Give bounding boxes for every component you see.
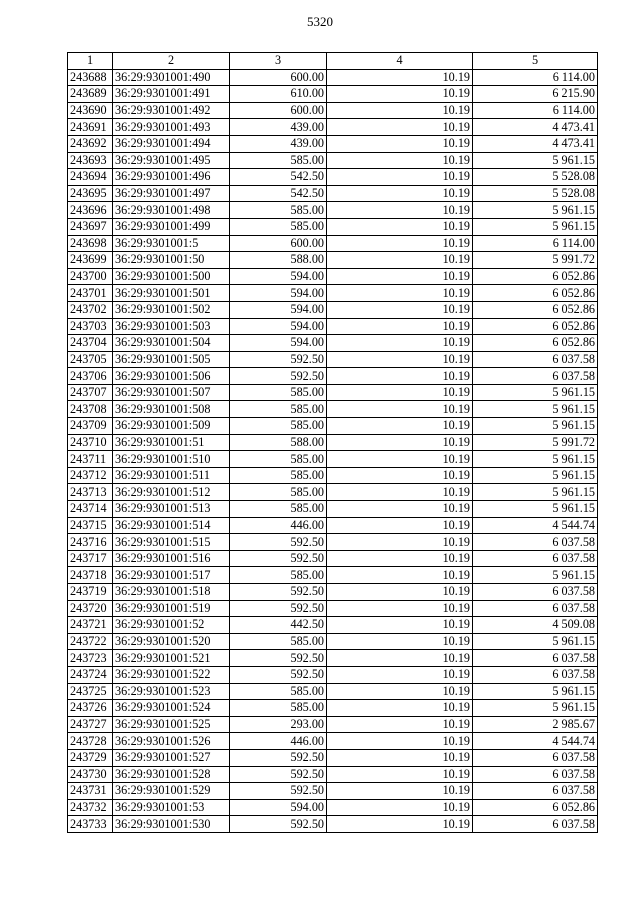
amount-value: 6 052.86 [473, 301, 598, 318]
row-number: 243727 [68, 716, 113, 733]
cadastral-number: 36:29:9301001:496 [113, 169, 230, 186]
column-header-5: 5 [473, 53, 598, 70]
amount-value: 5 961.15 [473, 401, 598, 418]
area-value: 585.00 [230, 567, 327, 584]
cadastral-number: 36:29:9301001:519 [113, 600, 230, 617]
amount-value: 6 052.86 [473, 285, 598, 302]
area-value: 592.50 [230, 666, 327, 683]
row-number: 243695 [68, 185, 113, 202]
area-value: 585.00 [230, 501, 327, 518]
amount-value: 6 215.90 [473, 86, 598, 103]
cadastral-number: 36:29:9301001:530 [113, 816, 230, 833]
rate-value: 10.19 [327, 318, 473, 335]
area-value: 610.00 [230, 86, 327, 103]
rate-value: 10.19 [327, 683, 473, 700]
table-row [68, 617, 598, 634]
area-value: 446.00 [230, 517, 327, 534]
amount-value: 5 528.08 [473, 169, 598, 186]
area-value: 585.00 [230, 633, 327, 650]
row-number: 243709 [68, 418, 113, 435]
table-row [68, 135, 598, 152]
rate-value: 10.19 [327, 716, 473, 733]
area-value: 592.50 [230, 600, 327, 617]
column-header-2: 2 [113, 53, 230, 70]
table-row [68, 268, 598, 285]
row-number: 243729 [68, 749, 113, 766]
area-value: 600.00 [230, 69, 327, 86]
area-value: 592.50 [230, 368, 327, 385]
rate-value: 10.19 [327, 102, 473, 119]
area-value: 585.00 [230, 451, 327, 468]
area-value: 585.00 [230, 401, 327, 418]
amount-value: 4 544.74 [473, 733, 598, 750]
area-value: 594.00 [230, 285, 327, 302]
rate-value: 10.19 [327, 700, 473, 717]
area-value: 585.00 [230, 683, 327, 700]
row-number: 243699 [68, 252, 113, 269]
area-value: 594.00 [230, 799, 327, 816]
column-header-4: 4 [327, 53, 473, 70]
area-value: 585.00 [230, 418, 327, 435]
table-body [68, 69, 598, 832]
area-value: 585.00 [230, 484, 327, 501]
amount-value: 6 037.58 [473, 650, 598, 667]
area-value: 585.00 [230, 467, 327, 484]
amount-value: 5 961.15 [473, 567, 598, 584]
row-number: 243718 [68, 567, 113, 584]
area-value: 594.00 [230, 318, 327, 335]
table-row [68, 749, 598, 766]
row-number: 243693 [68, 152, 113, 169]
rate-value: 10.19 [327, 484, 473, 501]
area-value: 594.00 [230, 301, 327, 318]
table-row [68, 683, 598, 700]
row-number: 243697 [68, 218, 113, 235]
area-value: 542.50 [230, 185, 327, 202]
area-value: 592.50 [230, 584, 327, 601]
amount-value: 4 544.74 [473, 517, 598, 534]
row-number: 243702 [68, 301, 113, 318]
row-number: 243701 [68, 285, 113, 302]
rate-value: 10.19 [327, 501, 473, 518]
amount-value: 6 052.86 [473, 799, 598, 816]
row-number: 243696 [68, 202, 113, 219]
rate-value: 10.19 [327, 169, 473, 186]
cadastral-number: 36:29:9301001:5 [113, 235, 230, 252]
rate-value: 10.19 [327, 749, 473, 766]
table-header-row [68, 53, 598, 70]
row-number: 243692 [68, 135, 113, 152]
cadastral-number: 36:29:9301001:526 [113, 733, 230, 750]
amount-value: 4 509.08 [473, 617, 598, 634]
cadastral-number: 36:29:9301001:525 [113, 716, 230, 733]
amount-value: 5 991.72 [473, 252, 598, 269]
rate-value: 10.19 [327, 335, 473, 352]
cadastral-number: 36:29:9301001:490 [113, 69, 230, 86]
cadastral-number: 36:29:9301001:513 [113, 501, 230, 518]
amount-value: 4 473.41 [473, 119, 598, 136]
table-row [68, 799, 598, 816]
cadastral-number: 36:29:9301001:517 [113, 567, 230, 584]
rate-value: 10.19 [327, 285, 473, 302]
table-row [68, 700, 598, 717]
table-row [68, 285, 598, 302]
rate-value: 10.19 [327, 185, 473, 202]
rate-value: 10.19 [327, 268, 473, 285]
table-row [68, 716, 598, 733]
amount-value: 6 052.86 [473, 318, 598, 335]
table-row [68, 69, 598, 86]
amount-value: 2 985.67 [473, 716, 598, 733]
area-value: 585.00 [230, 152, 327, 169]
cadastral-number: 36:29:9301001:50 [113, 252, 230, 269]
area-value: 585.00 [230, 700, 327, 717]
amount-value: 5 961.15 [473, 700, 598, 717]
row-number: 243705 [68, 351, 113, 368]
amount-value: 6 037.58 [473, 766, 598, 783]
area-value: 592.50 [230, 766, 327, 783]
row-number: 243728 [68, 733, 113, 750]
table-row [68, 451, 598, 468]
row-number: 243723 [68, 650, 113, 667]
table-row [68, 384, 598, 401]
cadastral-number: 36:29:9301001:512 [113, 484, 230, 501]
area-value: 592.50 [230, 534, 327, 551]
cadastral-number: 36:29:9301001:53 [113, 799, 230, 816]
rate-value: 10.19 [327, 69, 473, 86]
table-row [68, 301, 598, 318]
table-row [68, 733, 598, 750]
row-number: 243707 [68, 384, 113, 401]
cadastral-number: 36:29:9301001:491 [113, 86, 230, 103]
amount-value: 6 037.58 [473, 351, 598, 368]
row-number: 243691 [68, 119, 113, 136]
cadastral-number: 36:29:9301001:515 [113, 534, 230, 551]
row-number: 243724 [68, 666, 113, 683]
area-value: 446.00 [230, 733, 327, 750]
row-number: 243715 [68, 517, 113, 534]
table-row [68, 467, 598, 484]
row-number: 243722 [68, 633, 113, 650]
rate-value: 10.19 [327, 766, 473, 783]
amount-value: 6 037.58 [473, 368, 598, 385]
area-value: 594.00 [230, 268, 327, 285]
cadastral-number: 36:29:9301001:508 [113, 401, 230, 418]
area-value: 542.50 [230, 169, 327, 186]
row-number: 243706 [68, 368, 113, 385]
amount-value: 5 528.08 [473, 185, 598, 202]
rate-value: 10.19 [327, 434, 473, 451]
row-number: 243689 [68, 86, 113, 103]
rate-value: 10.19 [327, 384, 473, 401]
row-number: 243730 [68, 766, 113, 783]
row-number: 243700 [68, 268, 113, 285]
area-value: 600.00 [230, 102, 327, 119]
rate-value: 10.19 [327, 783, 473, 800]
area-value: 585.00 [230, 384, 327, 401]
table-row [68, 318, 598, 335]
rate-value: 10.19 [327, 666, 473, 683]
table-row [68, 600, 598, 617]
table-row [68, 351, 598, 368]
amount-value: 5 961.15 [473, 384, 598, 401]
cadastral-number: 36:29:9301001:507 [113, 384, 230, 401]
row-number: 243710 [68, 434, 113, 451]
area-value: 592.50 [230, 351, 327, 368]
amount-value: 6 037.58 [473, 666, 598, 683]
cadastral-number: 36:29:9301001:509 [113, 418, 230, 435]
cadastral-number: 36:29:9301001:520 [113, 633, 230, 650]
row-number: 243704 [68, 335, 113, 352]
row-number: 243694 [68, 169, 113, 186]
area-value: 592.50 [230, 650, 327, 667]
row-number: 243717 [68, 550, 113, 567]
table-row [68, 218, 598, 235]
table-row [68, 816, 598, 833]
cadastral-number: 36:29:9301001:505 [113, 351, 230, 368]
table-row [68, 666, 598, 683]
amount-value: 5 961.15 [473, 418, 598, 435]
row-number: 243720 [68, 600, 113, 617]
rate-value: 10.19 [327, 600, 473, 617]
amount-value: 4 473.41 [473, 135, 598, 152]
table-row [68, 335, 598, 352]
cadastral-number: 36:29:9301001:524 [113, 700, 230, 717]
area-value: 439.00 [230, 135, 327, 152]
table-row [68, 501, 598, 518]
row-number: 243712 [68, 467, 113, 484]
rate-value: 10.19 [327, 235, 473, 252]
rate-value: 10.19 [327, 301, 473, 318]
rate-value: 10.19 [327, 368, 473, 385]
row-number: 243703 [68, 318, 113, 335]
rate-value: 10.19 [327, 584, 473, 601]
table-row [68, 550, 598, 567]
amount-value: 6 037.58 [473, 816, 598, 833]
amount-value: 6 052.86 [473, 268, 598, 285]
rate-value: 10.19 [327, 418, 473, 435]
cadastral-number: 36:29:9301001:506 [113, 368, 230, 385]
rate-value: 10.19 [327, 816, 473, 833]
row-number: 243711 [68, 451, 113, 468]
cadastral-number: 36:29:9301001:492 [113, 102, 230, 119]
cadastral-number: 36:29:9301001:493 [113, 119, 230, 136]
rate-value: 10.19 [327, 135, 473, 152]
amount-value: 5 961.15 [473, 683, 598, 700]
rate-value: 10.19 [327, 86, 473, 103]
amount-value: 5 961.15 [473, 202, 598, 219]
rate-value: 10.19 [327, 401, 473, 418]
area-value: 585.00 [230, 202, 327, 219]
rate-value: 10.19 [327, 550, 473, 567]
row-number: 243725 [68, 683, 113, 700]
amount-value: 5 961.15 [473, 501, 598, 518]
table-row [68, 368, 598, 385]
cadastral-number: 36:29:9301001:495 [113, 152, 230, 169]
amount-value: 6 037.58 [473, 550, 598, 567]
cadastral-number: 36:29:9301001:51 [113, 434, 230, 451]
row-number: 243721 [68, 617, 113, 634]
rate-value: 10.19 [327, 633, 473, 650]
rate-value: 10.19 [327, 799, 473, 816]
area-value: 592.50 [230, 749, 327, 766]
row-number: 243732 [68, 799, 113, 816]
amount-value: 6 114.00 [473, 235, 598, 252]
cadastral-number: 36:29:9301001:514 [113, 517, 230, 534]
rate-value: 10.19 [327, 119, 473, 136]
table-row [68, 202, 598, 219]
rate-value: 10.19 [327, 218, 473, 235]
column-header-1: 1 [68, 53, 113, 70]
table-row [68, 434, 598, 451]
table-row [68, 534, 598, 551]
amount-value: 5 961.15 [473, 451, 598, 468]
table-row [68, 235, 598, 252]
amount-value: 5 991.72 [473, 434, 598, 451]
cadastral-number: 36:29:9301001:527 [113, 749, 230, 766]
column-header-3: 3 [230, 53, 327, 70]
table-row [68, 517, 598, 534]
cadastral-number: 36:29:9301001:504 [113, 335, 230, 352]
cadastral-number: 36:29:9301001:501 [113, 285, 230, 302]
area-value: 592.50 [230, 550, 327, 567]
row-number: 243731 [68, 783, 113, 800]
cadastral-number: 36:29:9301001:503 [113, 318, 230, 335]
rate-value: 10.19 [327, 617, 473, 634]
table-row [68, 152, 598, 169]
rate-value: 10.19 [327, 351, 473, 368]
table-row [68, 169, 598, 186]
row-number: 243713 [68, 484, 113, 501]
row-number: 243733 [68, 816, 113, 833]
cadastral-number: 36:29:9301001:498 [113, 202, 230, 219]
amount-value: 6 037.58 [473, 749, 598, 766]
rate-value: 10.19 [327, 451, 473, 468]
amount-value: 5 961.15 [473, 467, 598, 484]
amount-value: 6 114.00 [473, 102, 598, 119]
rate-value: 10.19 [327, 252, 473, 269]
area-value: 442.50 [230, 617, 327, 634]
amount-value: 6 037.58 [473, 584, 598, 601]
area-value: 585.00 [230, 218, 327, 235]
area-value: 293.00 [230, 716, 327, 733]
cadastral-number: 36:29:9301001:516 [113, 550, 230, 567]
row-number: 243688 [68, 69, 113, 86]
table-row [68, 633, 598, 650]
amount-value: 6 037.58 [473, 534, 598, 551]
amount-value: 6 037.58 [473, 600, 598, 617]
cadastral-number: 36:29:9301001:521 [113, 650, 230, 667]
table-row [68, 252, 598, 269]
area-value: 588.00 [230, 434, 327, 451]
row-number: 243708 [68, 401, 113, 418]
amount-value: 5 961.15 [473, 152, 598, 169]
cadastral-number: 36:29:9301001:499 [113, 218, 230, 235]
amount-value: 6 114.00 [473, 69, 598, 86]
row-number: 243716 [68, 534, 113, 551]
row-number: 243690 [68, 102, 113, 119]
rate-value: 10.19 [327, 650, 473, 667]
amount-value: 6 052.86 [473, 335, 598, 352]
amount-value: 5 961.15 [473, 633, 598, 650]
amount-value: 5 961.15 [473, 484, 598, 501]
cadastral-number: 36:29:9301001:502 [113, 301, 230, 318]
cadastral-number: 36:29:9301001:52 [113, 617, 230, 634]
rate-value: 10.19 [327, 467, 473, 484]
area-value: 592.50 [230, 783, 327, 800]
rate-value: 10.19 [327, 152, 473, 169]
row-number: 243714 [68, 501, 113, 518]
table-row [68, 185, 598, 202]
table-row [68, 102, 598, 119]
amount-value: 6 037.58 [473, 783, 598, 800]
cadastral-number: 36:29:9301001:510 [113, 451, 230, 468]
rate-value: 10.19 [327, 534, 473, 551]
table-row [68, 484, 598, 501]
row-number: 243698 [68, 235, 113, 252]
table-row [68, 86, 598, 103]
page-number: 5320 [307, 14, 333, 29]
row-number: 243719 [68, 584, 113, 601]
rate-value: 10.19 [327, 567, 473, 584]
cadastral-number: 36:29:9301001:529 [113, 783, 230, 800]
area-value: 439.00 [230, 119, 327, 136]
area-value: 588.00 [230, 252, 327, 269]
table-row [68, 418, 598, 435]
table-row [68, 401, 598, 418]
table-row [68, 766, 598, 783]
rate-value: 10.19 [327, 517, 473, 534]
cadastral-table [67, 52, 598, 833]
row-number: 243726 [68, 700, 113, 717]
area-value: 592.50 [230, 816, 327, 833]
cadastral-number: 36:29:9301001:522 [113, 666, 230, 683]
table-row [68, 584, 598, 601]
amount-value: 5 961.15 [473, 218, 598, 235]
cadastral-number: 36:29:9301001:518 [113, 584, 230, 601]
table-row [68, 119, 598, 136]
table-row [68, 567, 598, 584]
cadastral-number: 36:29:9301001:511 [113, 467, 230, 484]
cadastral-number: 36:29:9301001:523 [113, 683, 230, 700]
rate-value: 10.19 [327, 733, 473, 750]
rate-value: 10.19 [327, 202, 473, 219]
cadastral-number: 36:29:9301001:528 [113, 766, 230, 783]
area-value: 594.00 [230, 335, 327, 352]
area-value: 600.00 [230, 235, 327, 252]
cadastral-number: 36:29:9301001:497 [113, 185, 230, 202]
table-row [68, 783, 598, 800]
cadastral-number: 36:29:9301001:494 [113, 135, 230, 152]
cadastral-number: 36:29:9301001:500 [113, 268, 230, 285]
table-row [68, 650, 598, 667]
